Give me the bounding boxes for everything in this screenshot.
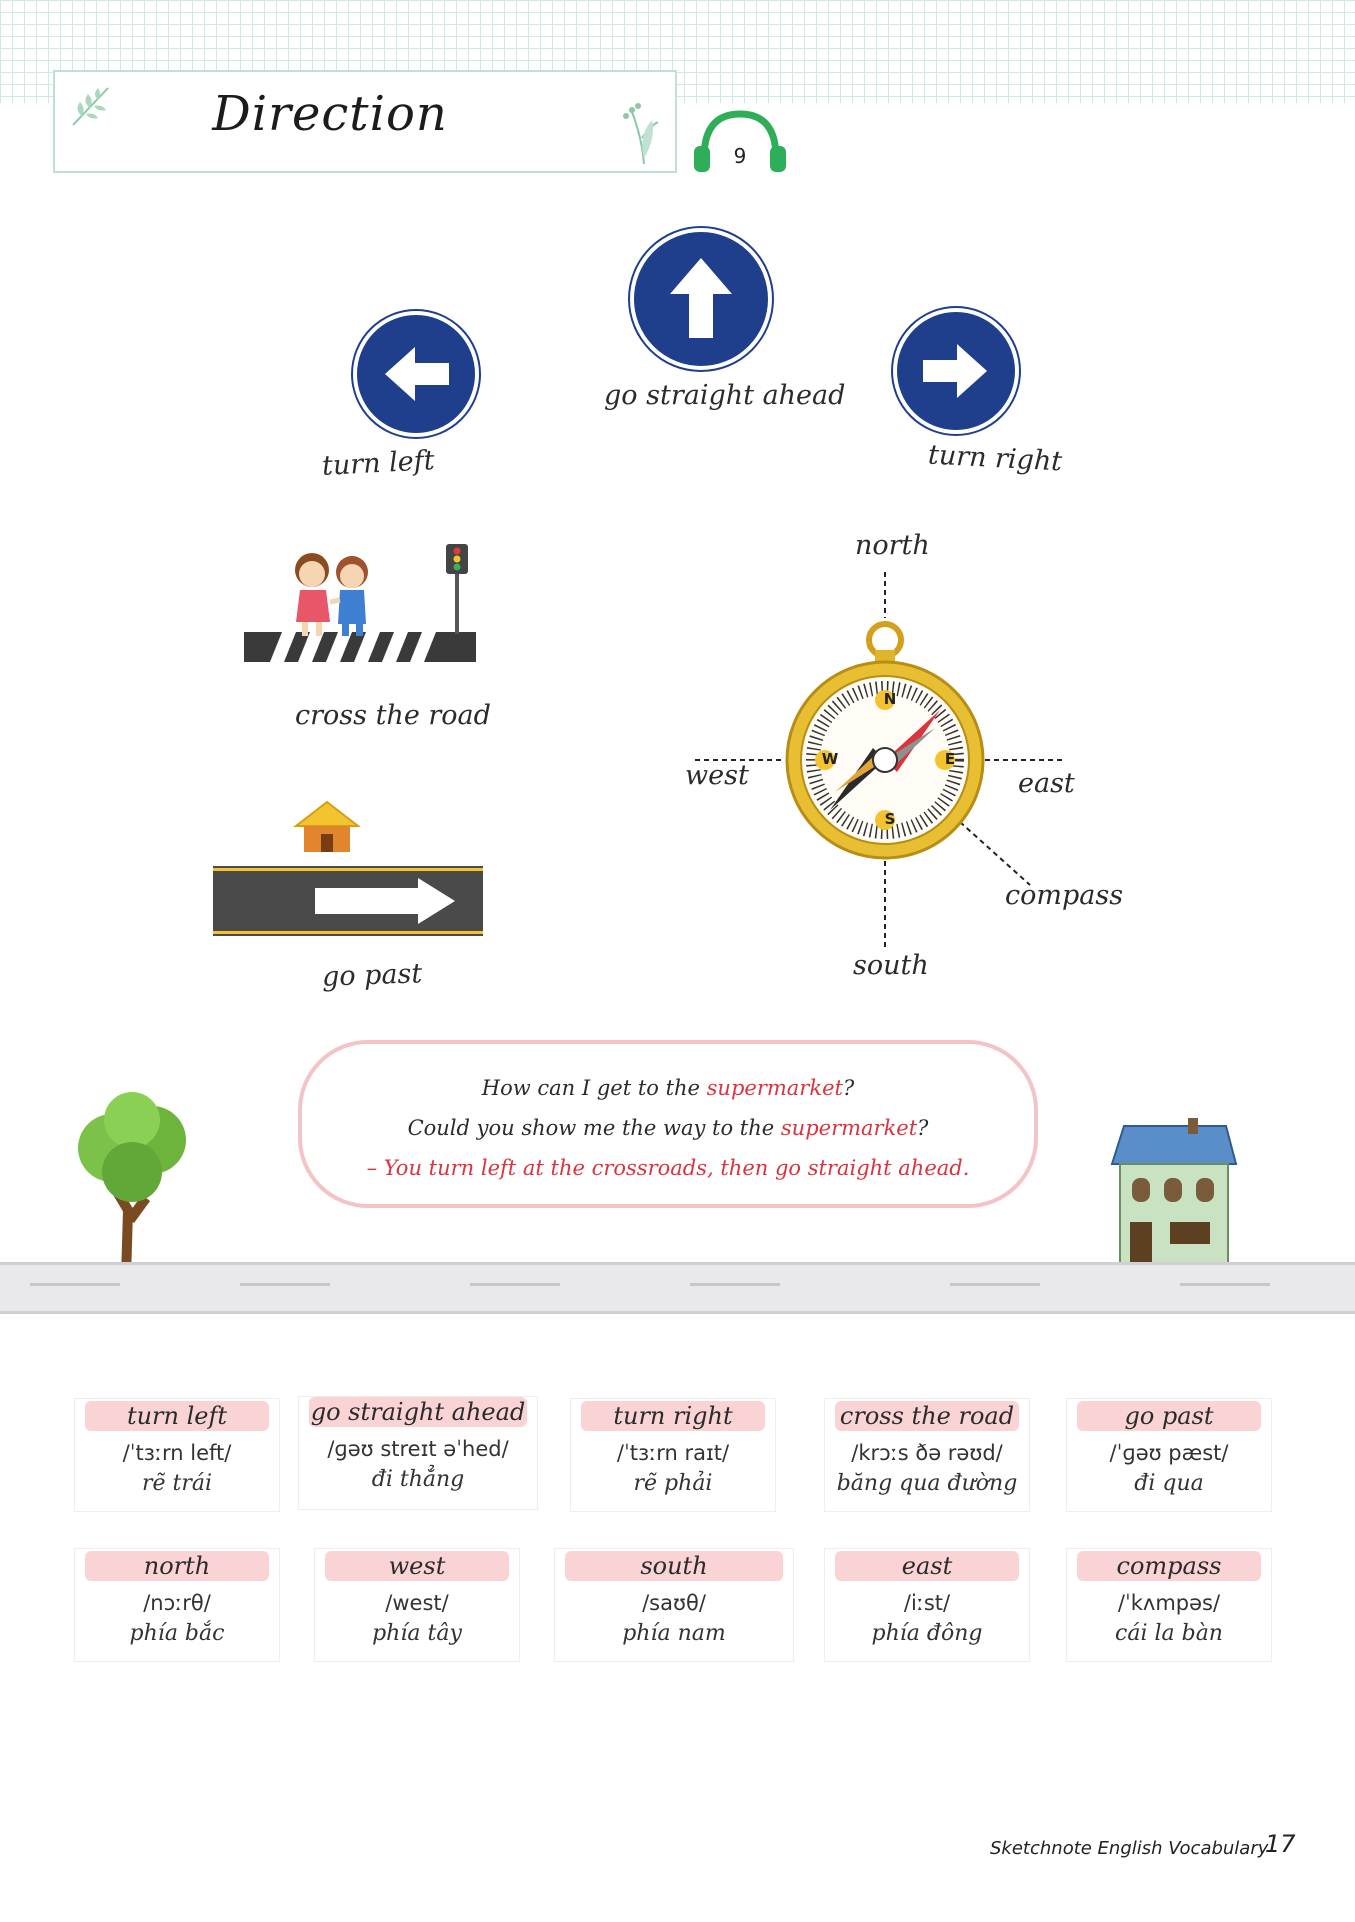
dialogue-line-2-end: ? [917, 1116, 929, 1140]
dialogue-line-1 [298, 1076, 1038, 1100]
vocab-ipa: /saʊθ/ [642, 1591, 706, 1615]
road-dash [1180, 1283, 1270, 1286]
vocab-translation: phía đông [871, 1621, 983, 1646]
vocab-card [824, 1398, 1030, 1512]
vocab-card [554, 1548, 794, 1662]
dial-letter-w: W [821, 750, 839, 768]
vocab-card [74, 1548, 280, 1662]
turn-left-label: turn left [321, 445, 436, 482]
road-dash [240, 1283, 330, 1286]
house-icon [292, 798, 362, 854]
vocab-word: north [85, 1551, 269, 1581]
road-dash [950, 1283, 1040, 1286]
vocab-ipa: /ɡəʊ streɪt əˈhed/ [327, 1437, 509, 1461]
vocab-ipa: /ˈɡəʊ pæst/ [1109, 1441, 1229, 1465]
vocab-card [74, 1398, 280, 1512]
dialogue-place-1: supermarket [706, 1076, 843, 1100]
vocab-card [1066, 1398, 1272, 1512]
vocab-word: west [325, 1551, 509, 1581]
arrow-up-icon [634, 232, 768, 366]
flower-sprig-icon [614, 98, 674, 166]
vocab-card [1066, 1548, 1272, 1662]
go-straight-sign [630, 228, 772, 370]
dialogue-place-2: supermarket [780, 1116, 918, 1140]
tree-icon [68, 1090, 198, 1280]
vocab-translation: cái la bàn [1115, 1621, 1223, 1646]
vocab-translation: phía bắc [129, 1621, 225, 1646]
footer-book-title: Sketchnote English Vocabulary [990, 1838, 1269, 1859]
vocab-ipa: /ˈtɜːrn left/ [122, 1441, 232, 1465]
vocab-ipa: /iːst/ [903, 1591, 951, 1615]
vocab-word: compass [1077, 1551, 1261, 1581]
vocab-ipa: /ˈtɜːrn raɪt/ [616, 1441, 730, 1465]
vocab-translation: rẽ phải [633, 1471, 713, 1496]
vocab-translation: phía tây [372, 1621, 462, 1646]
road-dash [30, 1283, 120, 1286]
dial-letter-e: E [944, 750, 956, 768]
dialogue-line-1-text: How can I get to the [481, 1076, 707, 1100]
street-road [0, 1262, 1355, 1314]
dial-letter-s: S [884, 810, 896, 828]
vocab-word: turn left [85, 1401, 269, 1431]
dialogue-line-3: – You turn left at the crossroads, then go straight ahead. [366, 1156, 970, 1180]
east-label: east [1018, 768, 1075, 799]
road-dash [690, 1283, 780, 1286]
vocab-word: south [565, 1551, 783, 1581]
crossing-children-illustration [240, 540, 480, 670]
vocab-translation: đi qua [1134, 1471, 1204, 1496]
vocab-translation: băng qua đường [836, 1471, 1018, 1496]
vocab-translation: rẽ trái [141, 1471, 213, 1496]
vocab-card [298, 1396, 538, 1510]
audio-track-number: 9 [733, 144, 747, 168]
building-icon [1108, 1118, 1238, 1268]
dial-letter-n: N [883, 690, 897, 708]
vocab-card [314, 1548, 520, 1662]
north-label: north [855, 530, 930, 561]
vocab-word: east [835, 1551, 1019, 1581]
go-past-label: go past [321, 958, 423, 993]
vocab-word: go past [1077, 1401, 1261, 1431]
vocab-word: go straight ahead [310, 1398, 526, 1426]
vocab-ipa: /nɔːrθ/ [143, 1591, 211, 1615]
page-number: 17 [1265, 1830, 1296, 1858]
vocab-translation: phía nam [622, 1621, 726, 1646]
road-arrow-illustration [213, 866, 483, 936]
vocab-translation: đi thẳng [371, 1467, 465, 1492]
turn-right-sign [893, 308, 1019, 434]
vocab-word: turn right [581, 1401, 765, 1431]
page-title: Direction [212, 86, 448, 142]
vocab-word: cross the road [835, 1401, 1019, 1431]
dialogue-line-1-end: ? [842, 1076, 855, 1100]
turn-left-sign [353, 311, 479, 437]
dialogue-line-2 [298, 1116, 1038, 1140]
vocab-card [570, 1398, 776, 1512]
west-label: west [685, 760, 749, 791]
arrow-right-icon [897, 312, 1015, 430]
cross-road-label: cross the road [295, 700, 491, 731]
arrow-left-icon [357, 315, 475, 433]
south-label: south [853, 950, 929, 981]
turn-right-label: turn right [927, 439, 1063, 478]
vocab-ipa: /west/ [385, 1591, 449, 1615]
leaf-icon [68, 80, 118, 130]
dialogue-line-2-text: Could you show me the way to the [407, 1116, 781, 1140]
vocab-ipa: /krɔːs ðə rəʊd/ [851, 1441, 1003, 1465]
vocab-ipa: /ˈkʌmpəs/ [1117, 1591, 1221, 1615]
go-straight-label: go straight ahead [604, 380, 846, 411]
vocab-card [824, 1548, 1030, 1662]
compass-label: compass [1005, 880, 1124, 911]
road-dash [470, 1283, 560, 1286]
